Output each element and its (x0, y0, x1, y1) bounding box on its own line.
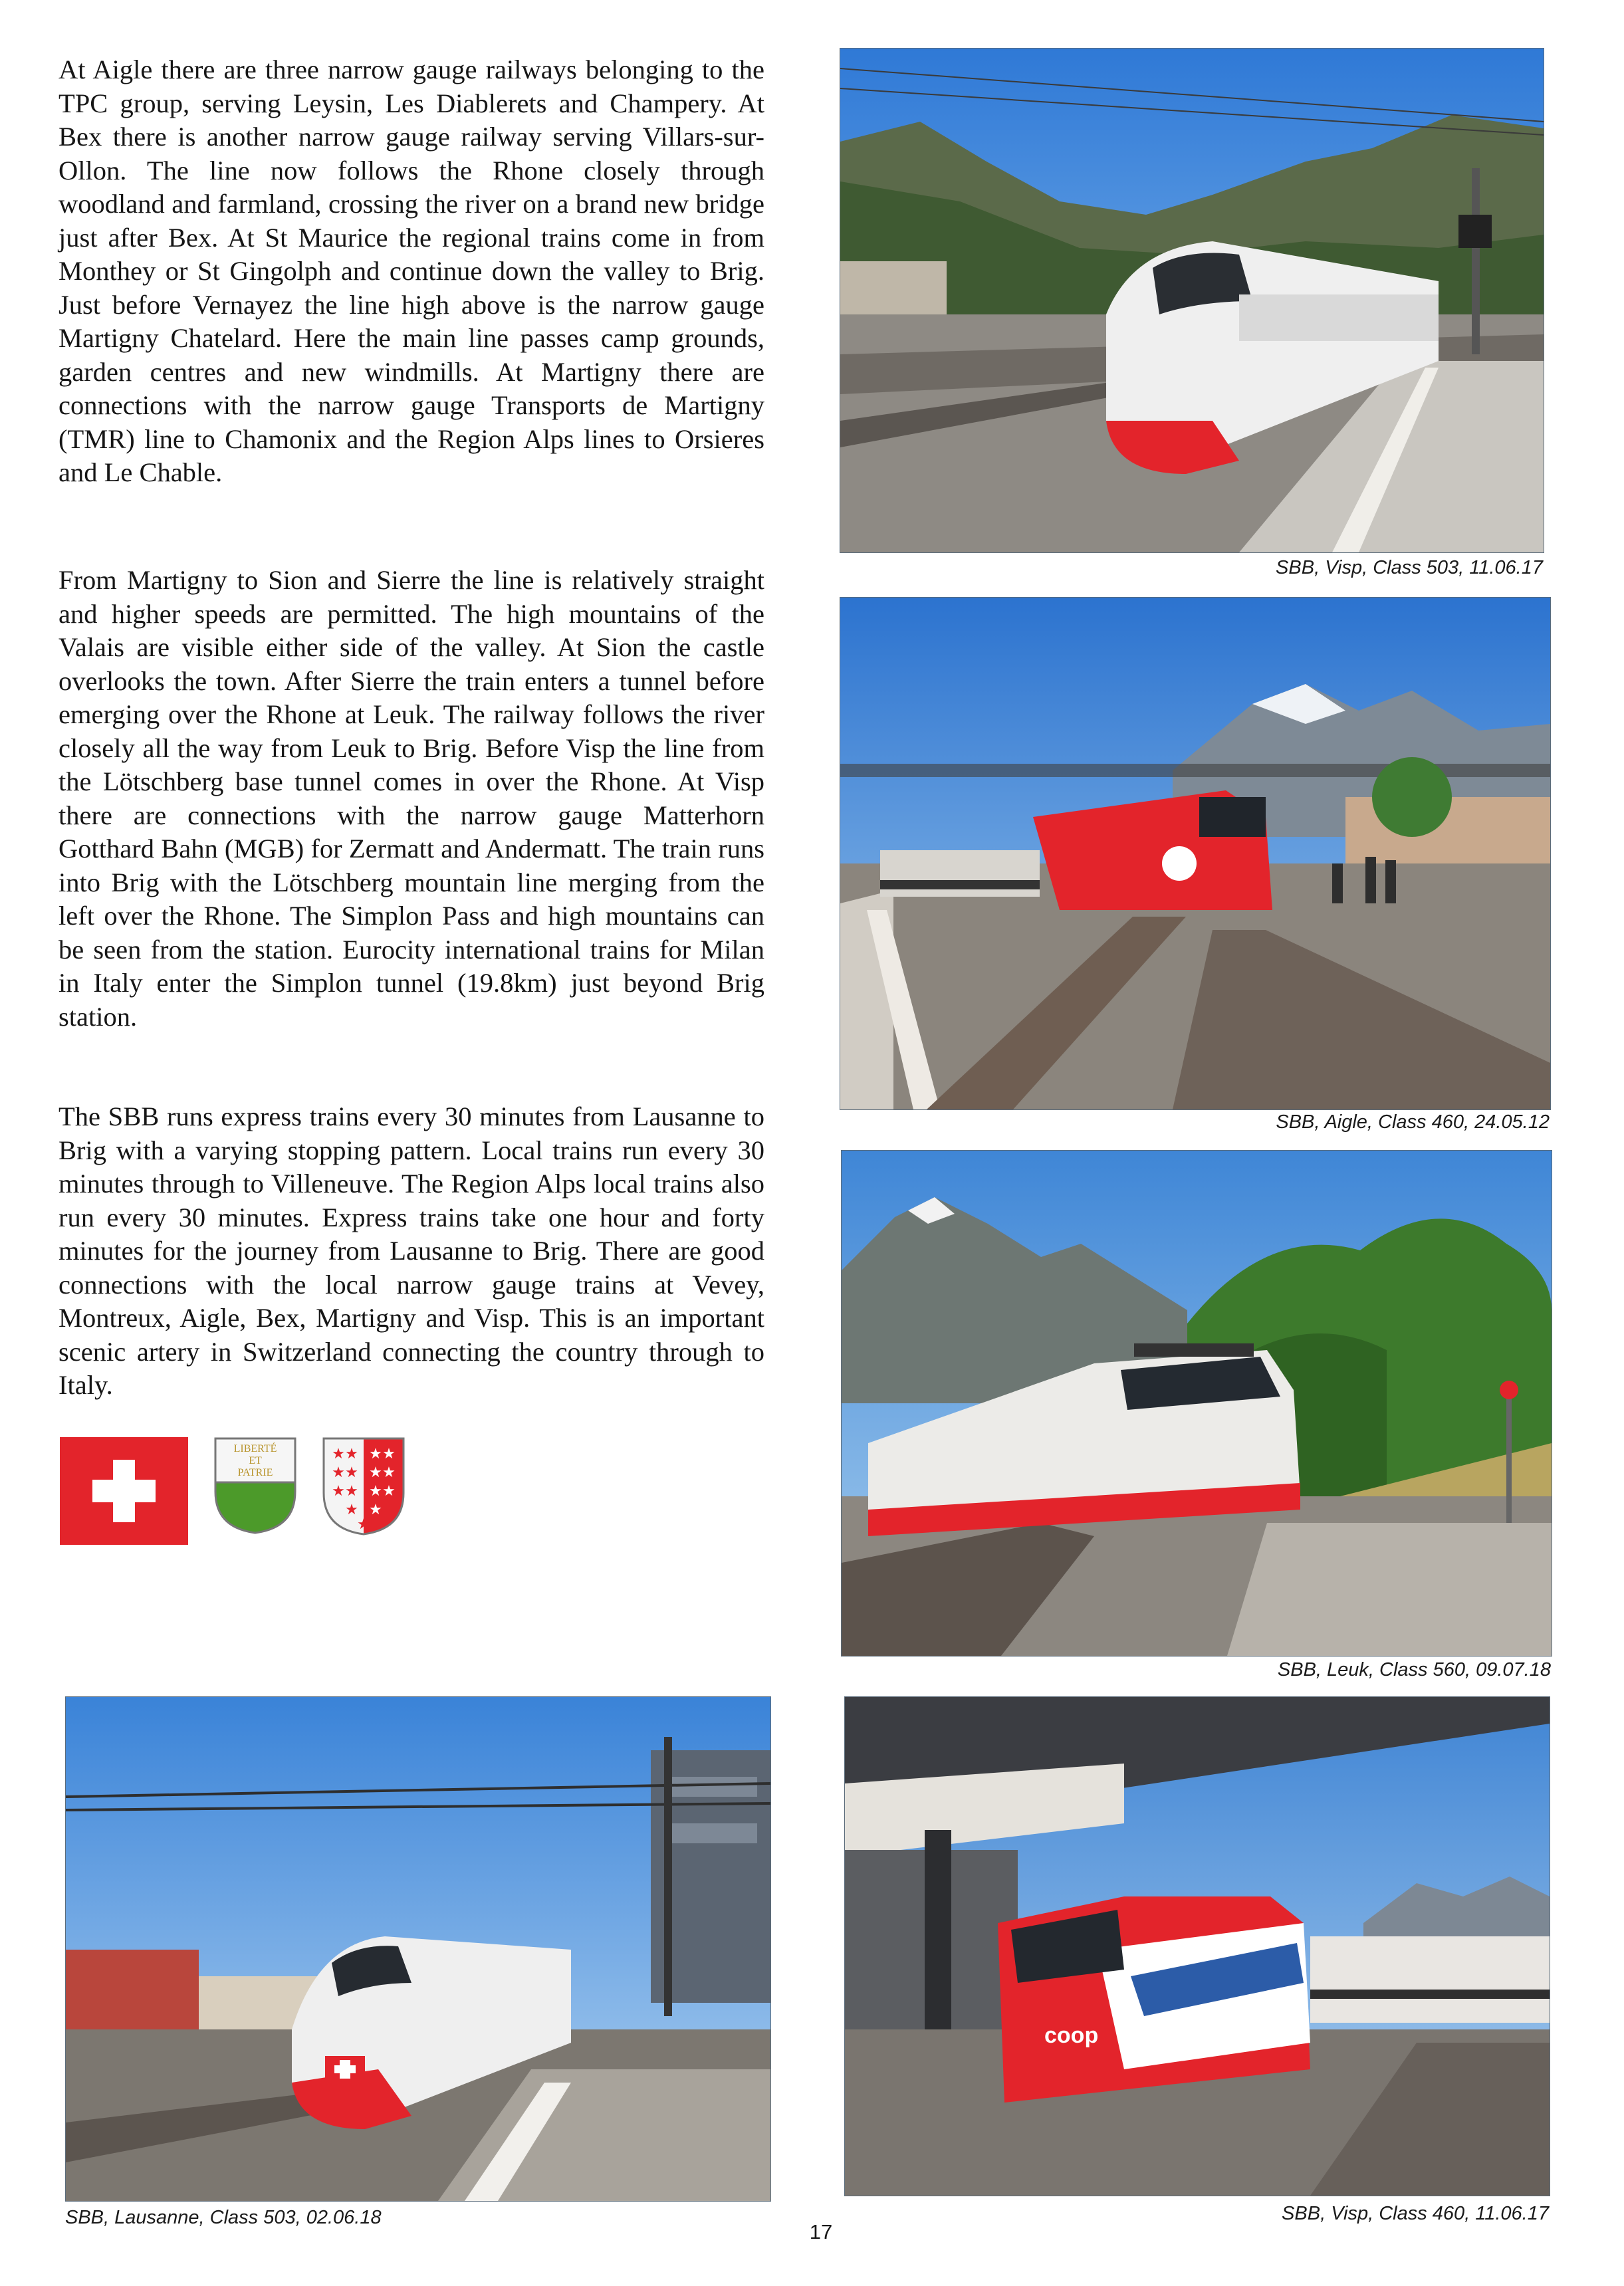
svg-text:★: ★ (382, 1483, 396, 1500)
svg-text:★: ★ (345, 1464, 358, 1481)
vaud-coat-of-arms-icon (213, 1436, 298, 1536)
page-number: 17 (809, 2220, 833, 2243)
caption-photo-4: SBB, Lausanne, Class 503, 02.06.18 (65, 2207, 382, 2228)
svg-text:PATRIE: PATRIE (237, 1467, 273, 1478)
svg-text:coop: coop (1044, 2023, 1099, 2048)
photo-visp-class-460 (844, 1696, 1550, 2196)
svg-text:★: ★ (369, 1464, 382, 1481)
svg-text:★: ★ (369, 1483, 382, 1500)
caption-photo-3: SBB, Leuk, Class 560, 09.07.18 (1277, 1659, 1551, 1680)
photo-leuk-class-560 (841, 1150, 1552, 1657)
valais-coat-of-arms-icon (321, 1436, 406, 1537)
svg-text:★: ★ (382, 1446, 396, 1462)
svg-text:★: ★ (332, 1464, 345, 1481)
svg-text:★: ★ (382, 1464, 396, 1481)
svg-text:ET: ET (249, 1455, 262, 1466)
svg-text:★: ★ (345, 1502, 358, 1518)
photo-aigle-class-460 (840, 597, 1551, 1110)
svg-text:★: ★ (369, 1446, 382, 1462)
paragraph-2: From Martigny to Sion and Sierre the line is relatively straight and higher speeds are permitted. The high mountains of the Valais are visible either side of the valley. At Sion the castle overlooks the town. After Sierre the train enters a tunnel before emerging over the Rhone at Leuk. The railway follows the river closely all the way from Leuk to Brig. Before Visp the line from the Lötschberg base tunnel comes in over the Rhone. At Visp there are connections with the narrow gauge Matterhorn Gotthard Bahn (MGB) for Zermatt and Andermatt. The train runs into Brig with the Lötschberg mountain line merging from the left over the Rhone. The Simplon Pass and high mountains can be seen from the station. Eurocity international trains for Milan in Italy enter the Simplon tunnel (19.8km) just beyond Brig station. (58, 565, 764, 1032)
svg-text:★: ★ (345, 1446, 358, 1462)
paragraph-3: The SBB runs express trains every 30 minutes from Lausanne to Brig with a varying stopping pattern. Local trains run every 30 minutes through to Villeneuve. The Region Alps local trains also run every 30 minutes. Express trains take one hour and forty minutes for the journey from Lausanne to Brig. There are good connections with the local narrow gauge trains at Vevey, Montreux, Aigle, Bex, Martigny and Visp. This is an important scenic artery in Switzerland connecting the country through to Italy. (58, 1101, 764, 1400)
svg-text:★: ★ (332, 1446, 345, 1462)
svg-text:★: ★ (369, 1502, 382, 1518)
svg-text:LIBERTÉ: LIBERTÉ (233, 1443, 277, 1454)
swiss-flag-icon (60, 1437, 188, 1545)
photo-visp-class-503 (840, 48, 1544, 553)
caption-photo-1: SBB, Visp, Class 503, 11.06.17 (1276, 557, 1543, 578)
photo-lausanne-class-503 (65, 1696, 771, 2202)
caption-photo-2: SBB, Aigle, Class 460, 24.05.12 (1276, 1111, 1550, 1133)
svg-text:★: ★ (332, 1483, 345, 1500)
svg-text:★: ★ (357, 1516, 370, 1533)
caption-photo-5: SBB, Visp, Class 460, 11.06.17 (1282, 2203, 1549, 2224)
paragraph-1: At Aigle there are three narrow gauge railways belonging to the TPC group, serving Leysin, Les Diablerets and Champery. At Bex there is another narrow gauge railway serving Villars-sur-Ollon. The line now follows the Rhone closely through woodland and farmland, crossing the river on a brand new bridge just after Bex. At St Maurice the regional trains come in from Monthey or St Gingolph and continue down the valley to Brig. Just before Vernayez the line high above is the narrow gauge Martigny Chatelard. Here the main line passes camp grounds, garden centres and new windmills. At Martigny there are connections with the narrow gauge Transports de Martigny (TMR) line to Chamonix and the Region Alps lines to Orsieres and Le Chable. (58, 55, 764, 487)
svg-text:★: ★ (345, 1483, 358, 1500)
